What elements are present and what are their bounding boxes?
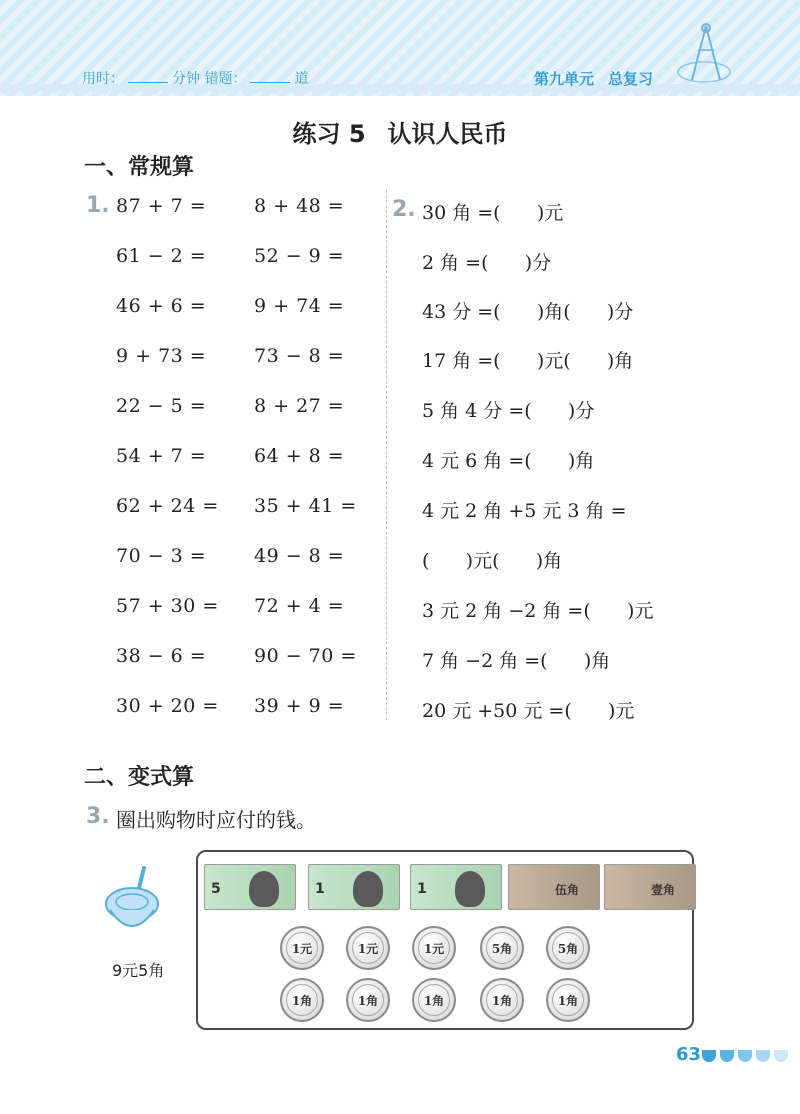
coin-denomination: 1角 — [423, 994, 445, 1008]
coin-denomination: 1角 — [357, 994, 379, 1008]
coin-1-yuan[interactable] — [412, 926, 456, 970]
money-conversion: 3 元 2 角 −2 角 =( )元 — [422, 600, 654, 622]
coin-denomination: 5角 — [557, 942, 579, 956]
equation-col-b: 73 − 8 = — [254, 345, 345, 367]
equation-col-b: 64 + 8 = — [254, 445, 345, 467]
equation-col-b: 35 + 41 = — [254, 495, 357, 517]
equation-col-a: 22 − 5 = — [116, 395, 207, 417]
coin-1-jiao[interactable] — [412, 978, 456, 1022]
equation-col-b: 90 − 70 = — [254, 645, 357, 667]
coin-denomination: 1角 — [491, 994, 513, 1008]
coin-denomination: 1角 — [291, 994, 313, 1008]
coin-1-jiao[interactable] — [280, 978, 324, 1022]
banknote-denomination: 5 — [211, 881, 221, 897]
decor-dot — [738, 1050, 752, 1062]
banknote-5-yuan[interactable] — [204, 864, 296, 910]
coin-denomination: 1元 — [291, 942, 313, 956]
page-number: 63 — [676, 1044, 702, 1065]
lesson-name: 认识人民币 — [387, 120, 508, 148]
money-conversion: 2 角 =( )分 — [422, 252, 552, 274]
equation-col-b: 9 + 74 = — [254, 295, 345, 317]
banknote-5-jiao[interactable] — [508, 864, 600, 910]
coin-5-jiao[interactable] — [480, 926, 524, 970]
equation-col-a: 38 − 6 = — [116, 645, 207, 667]
lesson-number: 练习 5 — [292, 120, 366, 148]
question-3-text: 圈出购物时应付的钱。 — [116, 808, 316, 832]
question-number-2: 2. — [392, 197, 416, 222]
question-number-1: 1. — [86, 193, 110, 218]
minute-unit: 分钟 — [172, 71, 200, 87]
equation-col-a: 30 + 20 = — [116, 695, 219, 717]
coin-denomination: 1角 — [557, 994, 579, 1008]
banknote-denomination: 1 — [315, 881, 325, 897]
coin-denomination: 1元 — [357, 942, 379, 956]
section-title-regular: 一、常规算 — [84, 155, 195, 180]
decor-dot — [756, 1050, 770, 1062]
unit-name: 第九单元 — [534, 70, 595, 88]
timer-label: 用时： — [82, 71, 124, 87]
money-conversion: ( )元( )角 — [422, 550, 563, 572]
banknote-1-jiao[interactable] — [604, 864, 696, 910]
equation-col-a: 87 + 7 = — [116, 195, 207, 217]
compass-icon — [676, 20, 736, 88]
equation-col-a: 54 + 7 = — [116, 445, 207, 467]
portrait-icon — [353, 871, 383, 907]
banknote-1-yuan[interactable] — [308, 864, 400, 910]
money-panel — [196, 850, 694, 1030]
equation-col-a: 57 + 30 = — [116, 595, 219, 617]
money-conversion: 5 角 4 分 =( )分 — [422, 400, 595, 422]
money-conversion: 43 分 =( )角( )分 — [422, 301, 634, 323]
banknote-1-yuan[interactable] — [410, 864, 502, 910]
banknote-denomination: 1 — [417, 881, 427, 897]
decor-dot — [702, 1050, 716, 1062]
equation-col-b: 8 + 27 = — [254, 395, 345, 417]
section-title-variant: 二、变式算 — [84, 765, 195, 790]
coin-1-jiao[interactable] — [480, 978, 524, 1022]
equation-col-b: 72 + 4 = — [254, 595, 345, 617]
coin-1-yuan[interactable] — [346, 926, 390, 970]
equation-col-b: 52 − 9 = — [254, 245, 345, 267]
coin-1-yuan[interactable] — [280, 926, 324, 970]
coin-5-jiao[interactable] — [546, 926, 590, 970]
unit-section: 总复习 — [608, 70, 654, 88]
banknote-denomination: 壹角 — [651, 883, 676, 897]
question-number-3: 3. — [86, 804, 110, 829]
time-blank[interactable] — [128, 71, 168, 83]
equation-col-b: 8 + 48 = — [254, 195, 345, 217]
decor-dot — [774, 1050, 788, 1062]
coin-denomination: 5角 — [491, 942, 513, 956]
item-price: 9元5角 — [112, 961, 165, 980]
column-divider — [386, 190, 387, 720]
money-conversion: 4 元 2 角 +5 元 3 角 = — [422, 500, 627, 522]
equation-col-b: 39 + 9 = — [254, 695, 345, 717]
money-conversion: 20 元 +50 元 =( )元 — [422, 700, 635, 722]
portrait-icon — [455, 871, 485, 907]
money-conversion: 4 元 6 角 =( )角 — [422, 450, 595, 472]
portrait-icon — [249, 871, 279, 907]
money-conversion: 17 角 =( )元( )角 — [422, 350, 634, 372]
decor-dot — [720, 1050, 734, 1062]
equation-col-a: 46 + 6 = — [116, 295, 207, 317]
errors-blank[interactable] — [250, 71, 290, 83]
money-conversion: 30 角 =( )元 — [422, 202, 564, 224]
coin-1-jiao[interactable] — [346, 978, 390, 1022]
errors-label: 错题： — [204, 71, 247, 87]
equation-col-b: 49 − 8 = — [254, 545, 345, 567]
equation-col-a: 61 − 2 = — [116, 245, 207, 267]
count-unit: 道 — [294, 71, 309, 87]
time-and-errors-record — [82, 68, 308, 88]
coin-denomination: 1元 — [423, 942, 445, 956]
lesson-title — [0, 114, 800, 149]
equation-col-a: 62 + 24 = — [116, 495, 219, 517]
spinning-top-icon — [98, 862, 168, 942]
equation-col-a: 9 + 73 = — [116, 345, 207, 367]
banknote-denomination: 伍角 — [555, 883, 580, 897]
money-conversion: 7 角 −2 角 =( )角 — [422, 650, 611, 672]
coin-1-jiao[interactable] — [546, 978, 590, 1022]
equation-col-a: 70 − 3 = — [116, 545, 207, 567]
unit-heading — [534, 68, 653, 89]
